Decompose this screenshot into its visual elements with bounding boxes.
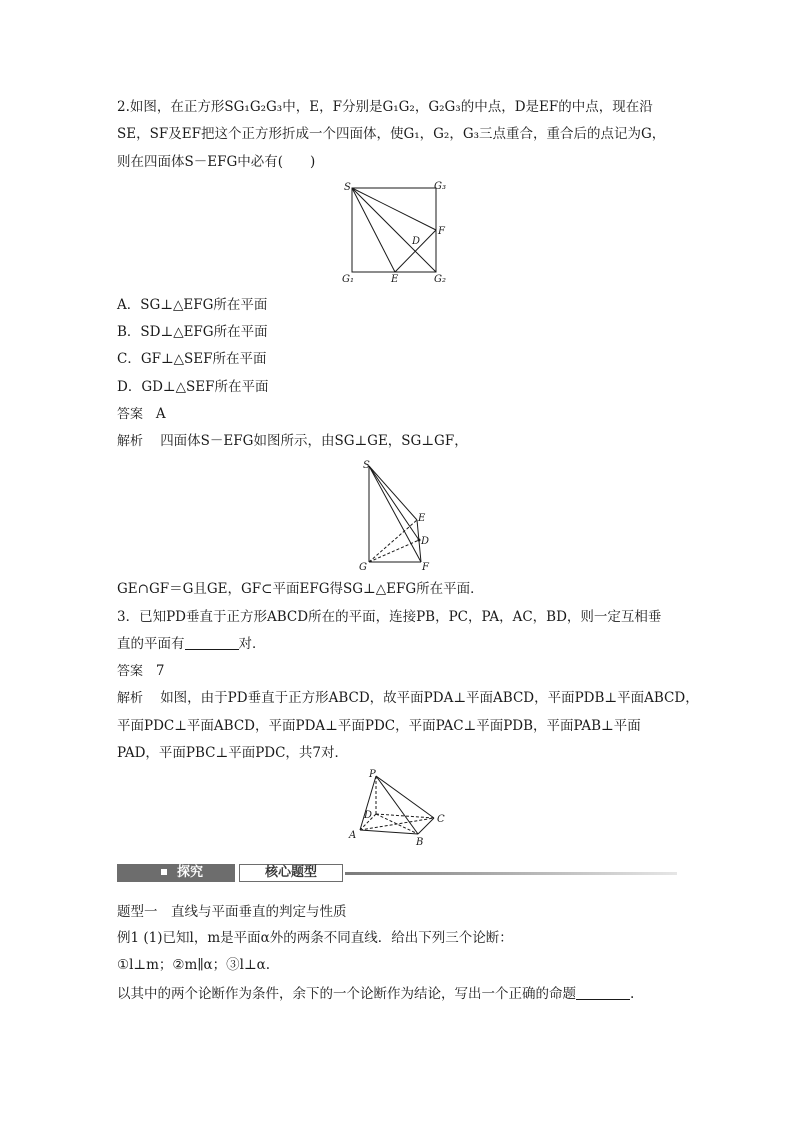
answer-value: 7: [155, 663, 165, 679]
label-f: F: [438, 226, 445, 237]
q2-option-d: D．GD⊥△SEF所在平面: [117, 379, 269, 395]
q3-stem-line-2: [117, 635, 266, 653]
q3-analysis-line-3: PAD，平面PBC⊥平面PDC，共7对．: [117, 745, 349, 761]
label-c: C: [437, 814, 445, 825]
q2-option-b: B．SD⊥△EFG所在平面: [117, 324, 268, 340]
label-d: D: [364, 810, 373, 821]
fill-blank: [576, 986, 630, 1000]
label-b: B: [416, 837, 424, 848]
section-banner: [117, 863, 677, 883]
q2-tetrahedron-figure: [355, 458, 435, 573]
example-1-line-3: [117, 985, 634, 1003]
q3-stem-line-1: 3．已知PD垂直于正方形ABCD所在的平面，连接PB，PC，PA，AC，BD，则一定互相垂: [117, 609, 662, 625]
label-p: P: [369, 769, 376, 780]
section-title: 题型一 直线与平面垂直的判定与性质: [117, 904, 347, 920]
q2-analysis: [117, 432, 468, 451]
segment-dg2: [415, 251, 436, 272]
banner-divider: [345, 872, 677, 875]
q2-answer: [117, 405, 166, 424]
segment-sd: [352, 188, 415, 251]
q2-option-a: A．SG⊥△EFG所在平面: [117, 297, 268, 313]
segment-sf: [352, 188, 436, 230]
label-s: S: [363, 460, 370, 471]
example-1-line-2: ①l⊥m；②m∥α；③l⊥α.: [117, 957, 271, 973]
label-e: E: [391, 274, 399, 285]
q3-stem-tail: 对．: [238, 636, 266, 652]
analysis-label: 解析: [117, 691, 144, 706]
label-g1: G₁: [342, 274, 354, 285]
q2-stem-line-1: 2.如图，在正方形SG₁G₂G₃中，E，F分别是G₁G₂，G₂G₃的中点，D是EF的中点，现在沿: [117, 99, 653, 115]
label-g3: G₃: [434, 181, 446, 192]
label-d: D: [412, 236, 421, 247]
q2-stem-line-2: SE，SF及EF把这个正方形折成一个四面体，使G₁，G₂，G₃三点重合，重合后的点记为G，: [117, 126, 666, 142]
q3-pyramid-figure: [340, 768, 455, 850]
analysis-label: 解析: [117, 434, 144, 449]
q3-stem-text: 直的平面有: [117, 636, 185, 652]
label-f: F: [422, 562, 429, 573]
q2-option-c: C．GF⊥△SEF所在平面: [117, 351, 267, 367]
banner-right-label: 核心题型: [264, 865, 317, 880]
q2-square-figure: [340, 178, 455, 288]
answer-label: 答案: [117, 664, 144, 679]
banner-left-label: 探究: [177, 865, 204, 880]
q3-answer: [117, 662, 164, 681]
q3-analysis-line-1: [117, 689, 699, 708]
analysis-text: 四面体S－EFG如图所示，由SG⊥GE，SG⊥GF，: [160, 433, 468, 449]
square-bullet-icon: [161, 869, 167, 875]
label-g2: G₂: [434, 274, 446, 285]
label-e: E: [418, 513, 426, 524]
example-1-text: 以其中的两个论断作为条件，余下的一个论断作为结论，写出一个正确的命题: [117, 986, 576, 1002]
example-1-line-1: 例1 (1)已知l，m是平面α外的两条不同直线．给出下列三个论断：: [117, 930, 513, 946]
label-d: D: [421, 536, 430, 547]
analysis-text: 如图，由于PD垂直于正方形ABCD，故平面PDA⊥平面ABCD，平面PDB⊥平面ABCD，: [160, 690, 699, 706]
answer-value: A: [155, 406, 166, 422]
example-1-tail: .: [630, 986, 635, 1002]
label-s: S: [344, 182, 351, 193]
q2-analysis-conclusion: GE∩GF＝G且GE，GF⊂平面EFG得SG⊥△EFG所在平面．: [117, 581, 484, 597]
answer-label: 答案: [117, 407, 144, 422]
q2-stem-line-3: 则在四面体S－EFG中必有( ): [117, 154, 316, 170]
segment-se: [352, 188, 395, 272]
label-a: A: [349, 830, 357, 841]
fill-blank: [185, 636, 239, 650]
q3-analysis-line-2: 平面PDC⊥平面ABCD，平面PDA⊥平面PDC，平面PAC⊥平面PDB，平面PAB⊥平面: [117, 718, 641, 734]
label-g: G: [359, 562, 367, 573]
